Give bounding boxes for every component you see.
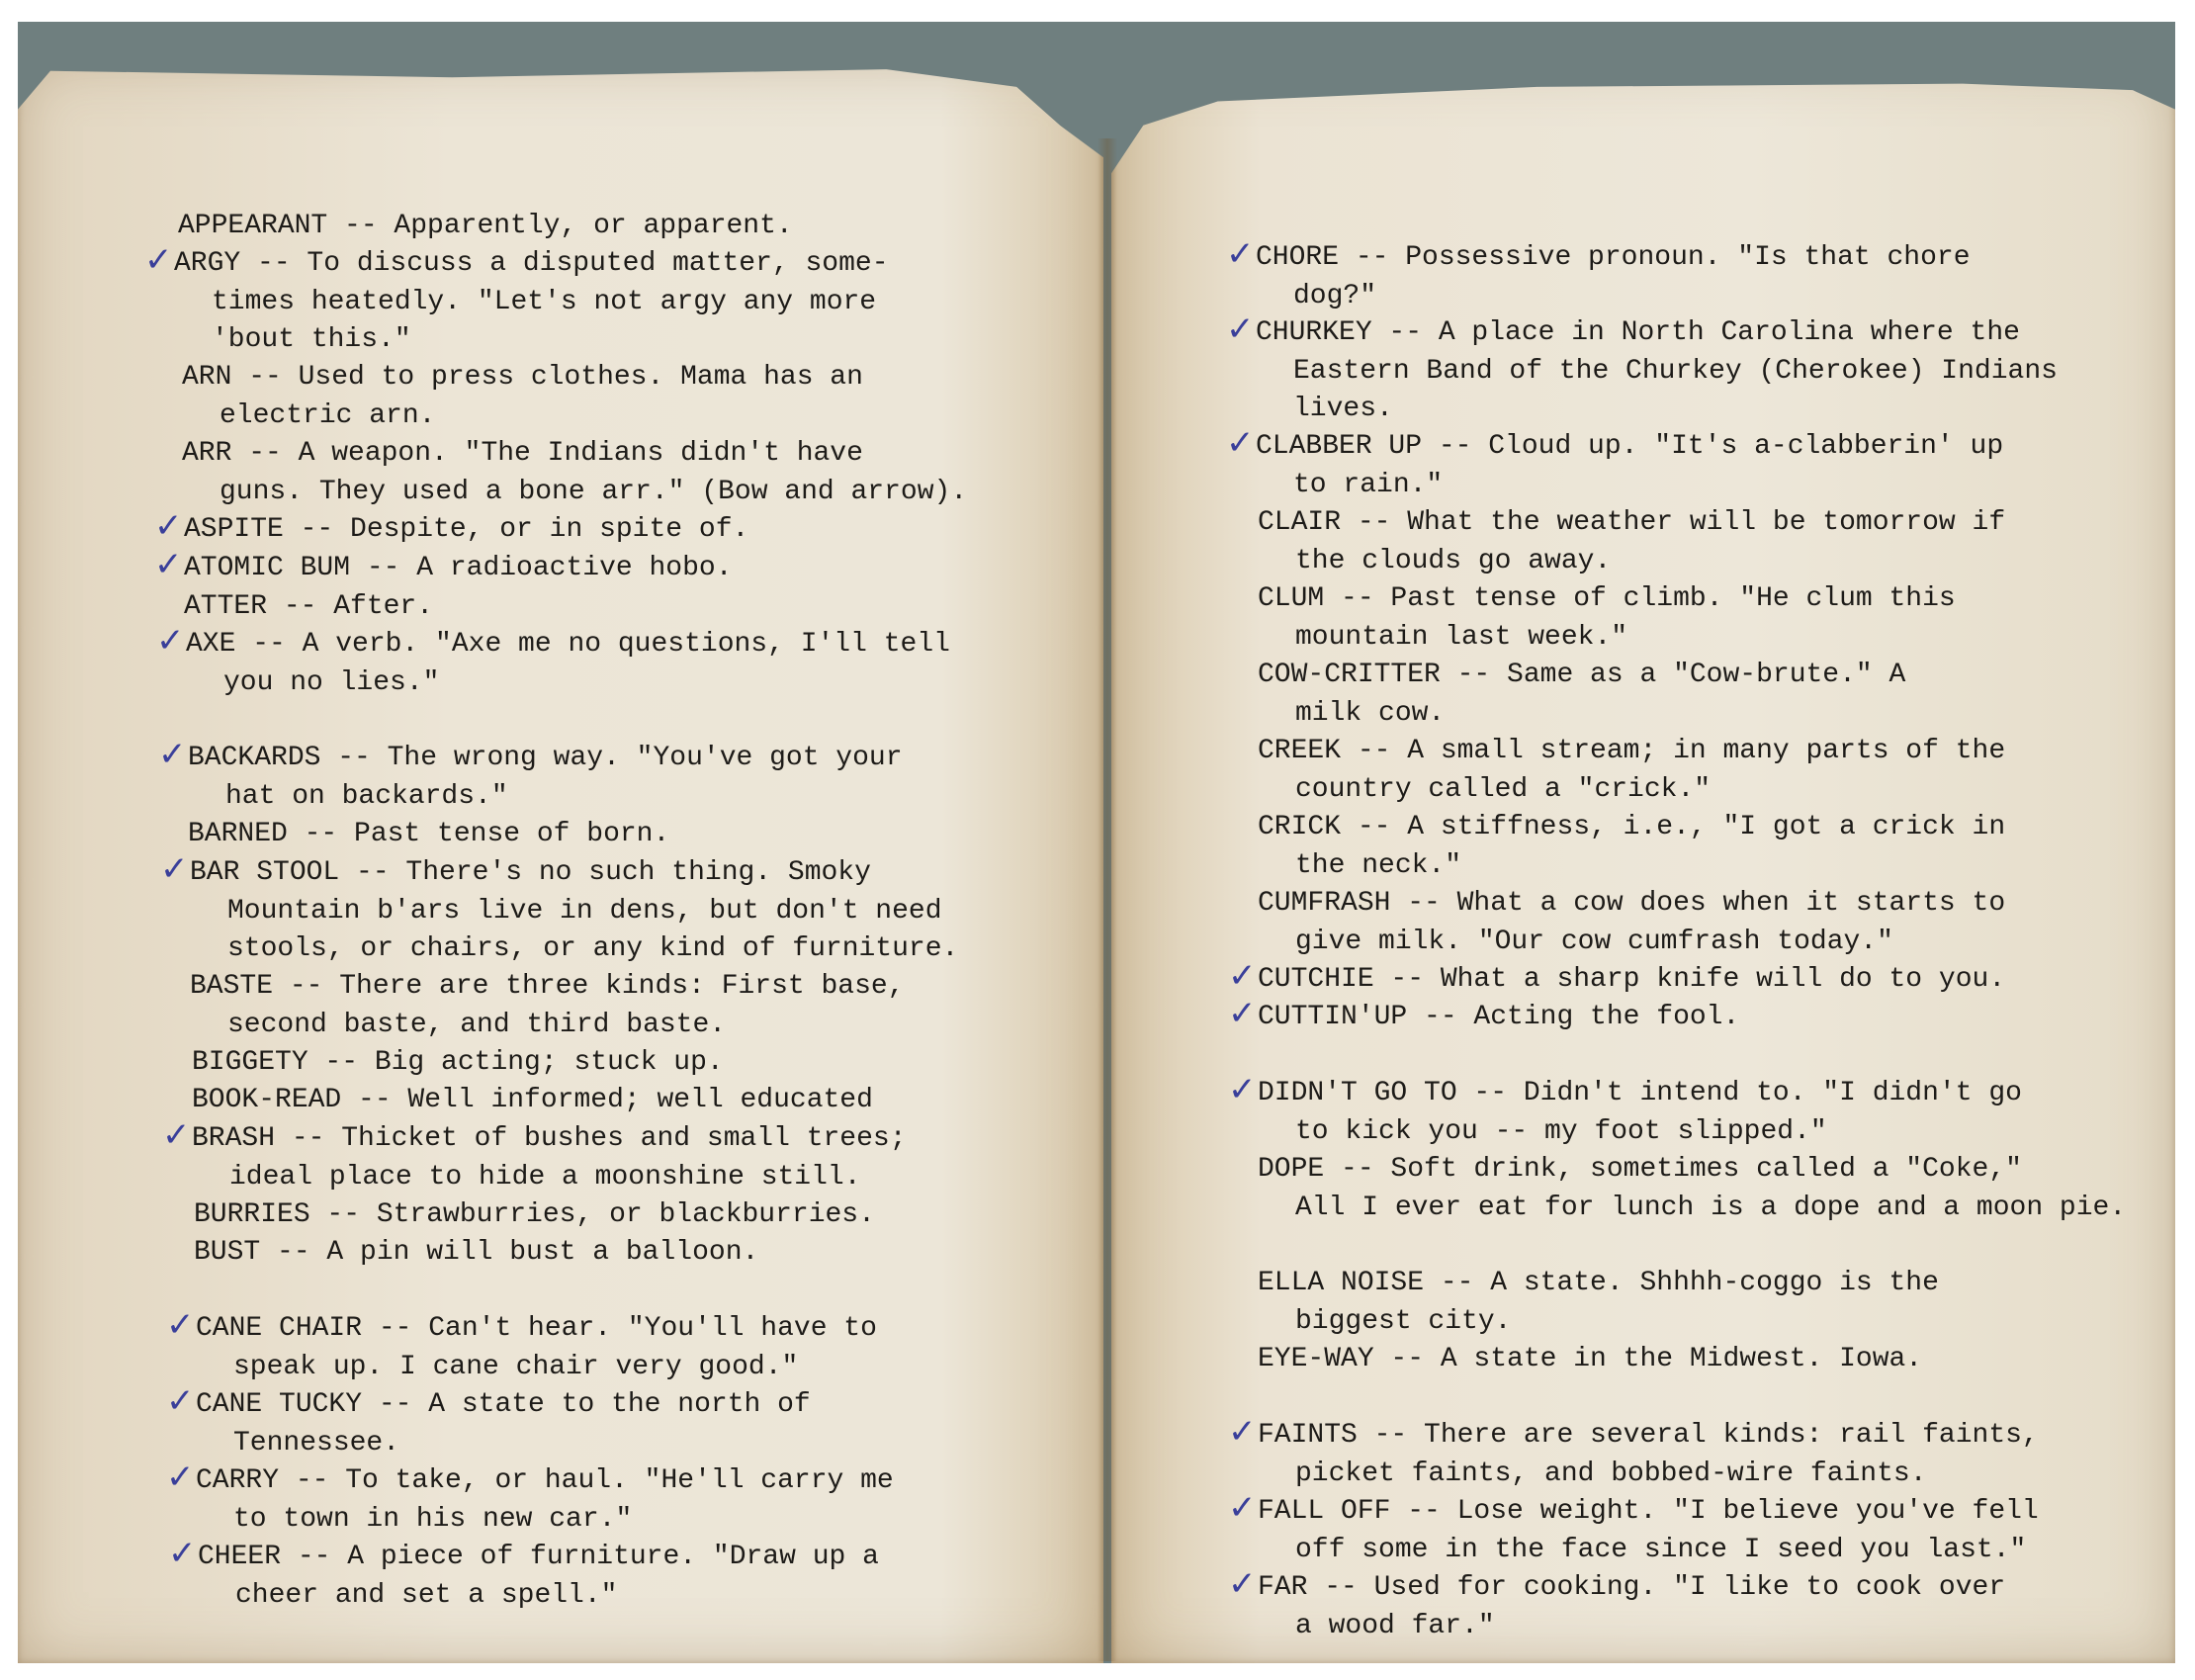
entry-line: BURRIES -- Strawburries, or blackburries. [194, 1199, 875, 1230]
glossary-entry [1258, 999, 1739, 1037]
entry-continuation-line: cheer and set a spell." [235, 1579, 618, 1611]
entry-continuation-line: to rain." [1293, 469, 1444, 500]
entry-continuation-line: country called a "crick." [1295, 773, 1712, 805]
entry-continuation-line: you no lies." [223, 666, 440, 698]
entry-line: ATOMIC BUM -- A radioactive hobo. [184, 553, 733, 583]
check-mark-icon: ✓ [154, 506, 183, 546]
glossary-entry [1258, 580, 1956, 657]
entry-line: CARRY -- To take, or haul. "He'll carry me [196, 1465, 894, 1496]
check-mark-icon: ✓ [168, 1534, 197, 1573]
check-mark-icon: ✓ [1228, 1070, 1257, 1109]
check-mark-icon: ✓ [158, 735, 187, 774]
entry-line: BOOK-READ -- Well informed; well educated [192, 1085, 873, 1115]
glossary-entry [1258, 1151, 2126, 1227]
entry-continuation-line: picket faints, and bobbed-wire faints. [1295, 1458, 1927, 1489]
entry-line: ELLA NOISE -- A state. Shhhh-coggo is the [1258, 1268, 1939, 1298]
check-mark-icon: ✓ [1226, 309, 1255, 349]
entry-line: CANE TUCKY -- A state to the north of [196, 1389, 811, 1420]
glossary-entry [1258, 1417, 2039, 1493]
check-mark-icon: ✓ [166, 1458, 195, 1497]
entry-line: BRASH -- Thicket of bushes and small trees; [192, 1123, 907, 1154]
entry-continuation-line: 'bout this." [212, 324, 411, 355]
check-mark-icon: ✓ [1228, 1564, 1257, 1604]
glossary-entry [1258, 1341, 1922, 1379]
entry-line: CREEK -- A small stream; in many parts of the [1258, 736, 2006, 766]
entry-continuation-line: dog?" [1293, 280, 1377, 311]
check-mark-icon: ✓ [154, 545, 183, 584]
entry-line: CLABBER UP -- Cloud up. "It's a-clabberin' up [1256, 431, 2004, 462]
entry-continuation-line: biggest city. [1295, 1305, 1512, 1337]
entry-line: CANE CHAIR -- Can't hear. "You'll have to [196, 1313, 877, 1344]
entry-line: FAINTS -- There are several kinds: rail faints, [1258, 1420, 2039, 1451]
entry-continuation-line: ideal place to hide a moonshine still. [229, 1161, 861, 1193]
entry-line: ARN -- Used to press clothes. Mama has an [182, 362, 863, 393]
entry-line: CHORE -- Possessive pronoun. "Is that chore [1256, 242, 1971, 273]
entry-line: EYE-WAY -- A state in the Midwest. Iowa. [1258, 1344, 1923, 1374]
entry-line: CUTCHIE -- What a sharp knife will do to you. [1258, 964, 2006, 995]
glossary-entry [1258, 809, 2005, 885]
glossary-entry [1258, 504, 2005, 580]
entry-continuation-line: second baste, and third baste. [227, 1009, 727, 1040]
glossary-entry [1258, 1075, 2022, 1151]
check-mark-icon: ✓ [1228, 994, 1257, 1033]
entry-line: FALL OFF -- Lose weight. "I believe you've fell [1258, 1496, 2039, 1527]
entry-line: DOPE -- Soft drink, sometimes called a "Coke," [1258, 1154, 2022, 1185]
entry-line: DIDN'T GO TO -- Didn't intend to. "I didn't go [1258, 1078, 2022, 1108]
entry-continuation-line: a wood far." [1295, 1610, 1495, 1641]
entry-continuation-line: give milk. "Our cow cumfrash today." [1295, 926, 1893, 957]
entry-line: CRICK -- A stiffness, i.e., "I got a crick in [1258, 812, 2006, 842]
entry-line: BIGGETY -- Big acting; stuck up. [192, 1047, 724, 1078]
entry-continuation-line: to town in his new car." [233, 1503, 633, 1535]
check-mark-icon: ✓ [1228, 1412, 1257, 1452]
entry-continuation-line: guns. They used a bone arr." (Bow and arrow). [220, 476, 968, 507]
entry-line: CLUM -- Past tense of climb. "He clum this [1258, 583, 1956, 614]
entry-continuation-line: lives. [1293, 394, 1393, 424]
glossary-entry [1256, 314, 2058, 429]
entry-line: AXE -- A verb. "Axe me no questions, I'll tell [186, 629, 950, 660]
glossary-entry [1258, 885, 2005, 961]
entry-line: ASPITE -- Despite, or in spite of. [184, 514, 749, 545]
glossary-entry [1258, 1493, 2039, 1569]
entry-line: BARNED -- Past tense of born. [188, 819, 670, 849]
check-mark-icon: ✓ [1226, 234, 1255, 274]
entry-continuation-line: the clouds go away. [1295, 545, 1612, 576]
entry-continuation-line: Tennessee. [233, 1427, 400, 1459]
glossary-entry [1258, 961, 2005, 1000]
entry-line: CLAIR -- What the weather will be tomorrow if [1258, 507, 2006, 538]
check-mark-icon: ✓ [162, 1115, 191, 1155]
entry-line: CHEER -- A piece of furniture. "Draw up a [198, 1542, 879, 1572]
glossary-entry [1258, 1569, 2005, 1645]
entry-line: CHURKEY -- A place in North Carolina where the [1256, 317, 2020, 348]
entry-continuation-line: stools, or chairs, or any kind of furniture. [227, 933, 959, 964]
check-mark-icon: ✓ [1226, 423, 1255, 463]
entry-continuation-line: speak up. I cane chair very good." [233, 1351, 799, 1382]
entry-line: FAR -- Used for cooking. "I like to cook over [1258, 1572, 2006, 1603]
entry-continuation-line: times heatedly. "Let's not argy any more [212, 286, 877, 317]
entry-continuation-line: Mountain b'ars live in dens, but don't need [227, 895, 942, 927]
entry-line: BACKARDS -- The wrong way. "You've got your [188, 743, 903, 773]
glossary-entry [1258, 657, 1905, 733]
glossary-entry [1258, 1265, 1939, 1341]
entry-continuation-line: the neck." [1295, 849, 1462, 881]
check-mark-icon: ✓ [156, 621, 185, 661]
glossary-entry [1258, 733, 2005, 809]
glossary-entry [1256, 428, 2003, 504]
check-mark-icon: ✓ [160, 849, 189, 889]
entry-continuation-line: All I ever eat for lunch is a dope and a moon pie. [1295, 1192, 2127, 1223]
entry-continuation-line: Eastern Band of the Churkey (Cherokee) Indians [1293, 355, 2058, 387]
entry-line: ARGY -- To discuss a disputed matter, some- [174, 248, 889, 279]
entry-continuation-line: electric arn. [220, 399, 436, 431]
entry-line: CUTTIN'UP -- Acting the fool. [1258, 1002, 1740, 1032]
entry-line: BUST -- A pin will bust a balloon. [194, 1237, 759, 1268]
entry-continuation-line: off some in the face since I seed you last." [1295, 1534, 2027, 1565]
check-mark-icon: ✓ [1228, 956, 1257, 996]
entry-line: BASTE -- There are three kinds: First base, [190, 971, 905, 1002]
entry-line: ARR -- A weapon. "The Indians didn't have [182, 438, 863, 469]
glossary-entry [1256, 239, 1971, 315]
entry-line: ATTER -- After. [184, 591, 434, 622]
check-mark-icon: ✓ [166, 1305, 195, 1345]
entry-line: COW-CRITTER -- Same as a "Cow-brute." A [1258, 660, 1906, 690]
entry-continuation-line: milk cow. [1295, 697, 1446, 729]
check-mark-icon: ✓ [1228, 1488, 1257, 1528]
check-mark-icon: ✓ [144, 240, 173, 280]
entry-continuation-line: hat on backards." [225, 780, 508, 812]
check-mark-icon: ✓ [166, 1381, 195, 1421]
entry-continuation-line: mountain last week." [1295, 621, 1628, 653]
entry-continuation-line: to kick you -- my foot slipped." [1295, 1115, 1827, 1147]
entry-line: BAR STOOL -- There's no such thing. Smoky [190, 857, 871, 888]
entry-line: APPEARANT -- Apparently, or apparent. [178, 211, 793, 241]
entry-line: CUMFRASH -- What a cow does when it starts to [1258, 888, 2006, 919]
